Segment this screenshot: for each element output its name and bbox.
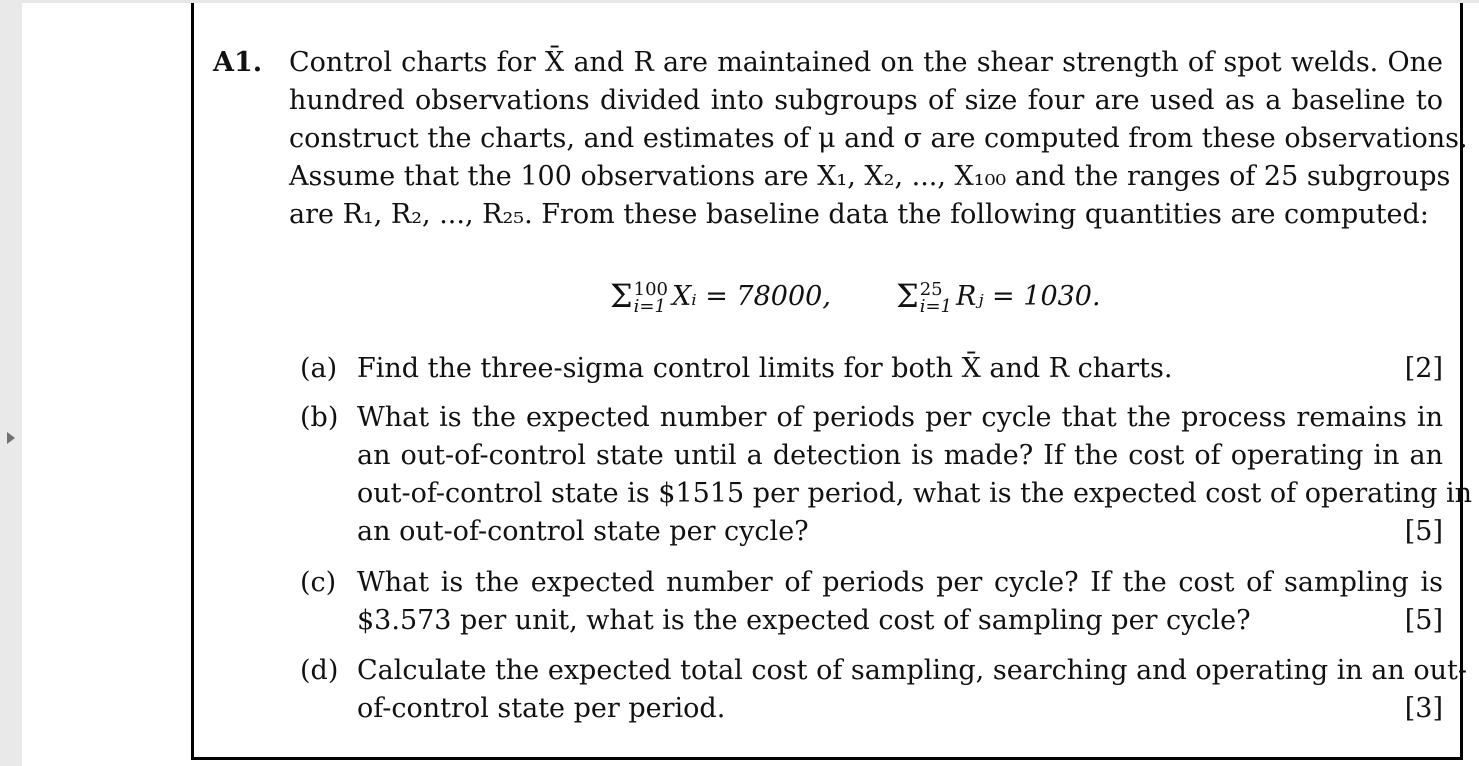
stem-line: Control charts for X̄ and R are maintained on the shear strength of spot welds. One — [289, 47, 1443, 78]
expand-arrow-icon[interactable] — [7, 432, 15, 444]
part-line: out-of-control state is $1515 per period, what is the expected cost of operating in — [357, 478, 1473, 509]
part-body — [357, 399, 1473, 551]
part-label: (a) — [300, 353, 338, 384]
part-body — [357, 350, 1443, 388]
sum-upper: 25 — [919, 278, 943, 300]
sigma-symbol: Σ — [896, 277, 919, 315]
part-line: an out-of-control state until a detection is made? If the cost of operating in an — [357, 440, 1443, 471]
part-line: an out-of-control state per cycle? — [357, 516, 809, 547]
question-number: A1. — [213, 47, 263, 78]
part-label: (b) — [300, 402, 339, 433]
sum-upper: 100 — [633, 278, 668, 300]
part-a — [300, 350, 1443, 388]
stem-line: hundred observations divided into subgroups of size four are used as a baseline to — [289, 85, 1443, 116]
part-c — [300, 564, 1443, 640]
part-b — [300, 399, 1473, 551]
part-line: of-control state per period. — [357, 693, 726, 724]
sigma-symbol: Σ — [610, 277, 633, 315]
part-marks: [5] — [1404, 605, 1443, 636]
part-line: $3.573 per unit, what is the expected cost of sampling per cycle? — [357, 605, 1251, 636]
sum-lower: i=1 — [633, 295, 666, 317]
part-line: What is the expected number of periods per cycle? If the cost of sampling is — [357, 567, 1443, 598]
part-marks: [3] — [1404, 693, 1443, 724]
part-label: (d) — [300, 655, 339, 686]
part-label: (c) — [300, 567, 337, 598]
part-body — [357, 652, 1467, 728]
stem-line: Assume that the 100 observations are X₁, X₂, ..., X₁₀₀ and the ranges of 25 subgroups — [289, 161, 1451, 192]
summary-formula — [610, 276, 1101, 317]
sum-lower: i=1 — [919, 295, 953, 317]
question-stem — [289, 44, 1468, 234]
sum-limits — [919, 278, 953, 317]
stem-line: construct the charts, and estimates of μ and σ are computed from these observations. — [289, 123, 1468, 154]
part-line: Find the three-sigma control limits for both X̄ and R charts. — [357, 353, 1173, 384]
sum-limits — [633, 278, 668, 317]
sum-term: Xᵢ = 78000, — [671, 281, 831, 312]
part-d — [300, 652, 1467, 728]
part-marks: [5] — [1404, 516, 1443, 547]
part-line: Calculate the expected total cost of sampling, searching and operating in an out- — [357, 655, 1467, 686]
part-line: What is the expected number of periods per cycle that the process remains in — [357, 402, 1443, 433]
left-gutter — [0, 0, 22, 766]
part-marks: [2] — [1404, 353, 1443, 384]
sum-term: Rⱼ = 1030. — [956, 281, 1101, 312]
stem-line: are R₁, R₂, ..., R₂₅. From these baseline data the following quantities are computed: — [289, 199, 1429, 230]
part-body — [357, 564, 1443, 640]
